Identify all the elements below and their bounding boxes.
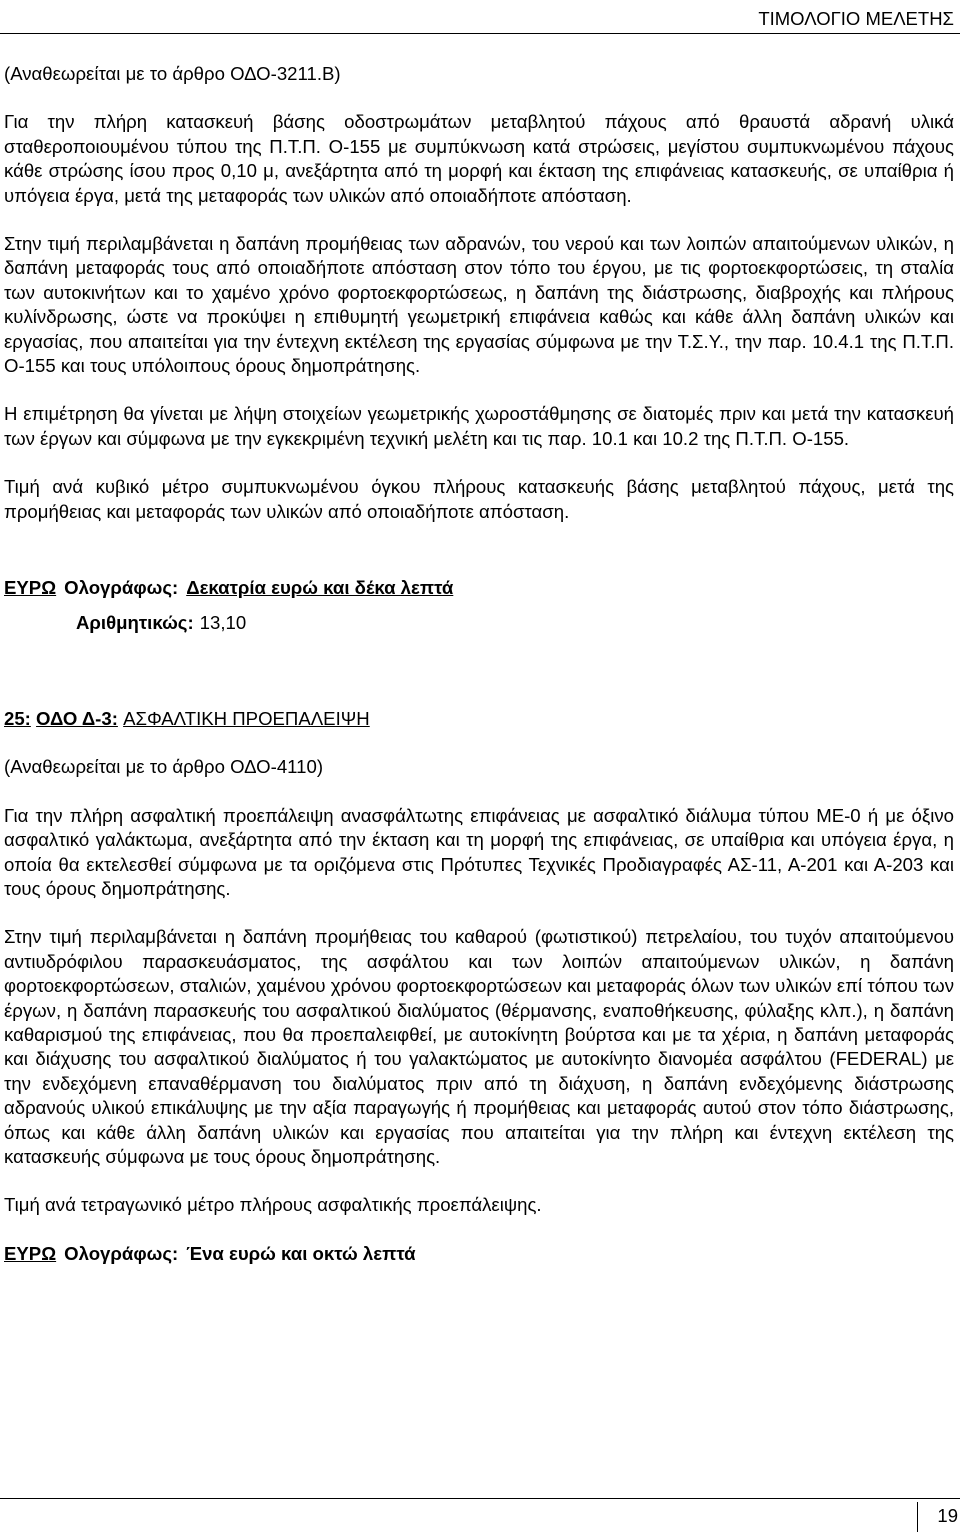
article-25-title xyxy=(4,707,954,731)
page-number: 19 xyxy=(917,1502,958,1532)
words-label: Ολογράφως: xyxy=(64,1242,179,1264)
article-24-reference: (Αναθεωρείται με το άρθρο ΟΔΟ-3211.Β) xyxy=(4,63,341,84)
article-25-unit-price-text: Τιμή ανά τετραγωνικό μέτρο πλήρους ασφαλτικής προεπάλειψης. xyxy=(4,1194,542,1216)
article-24-price-numeric xyxy=(4,611,954,635)
price-in-words: Ένα ευρώ και οκτώ λεπτά xyxy=(186,1242,416,1264)
article-24-inclusions: Στην τιμή περιλαμβάνεται η δαπάνη προμήθειας των αδρανών, του νερού και των λοιπών απαιτούμενων υλικών, η δαπάνη μεταφοράς τους από οποιαδήποτε απόσταση στον τόπο του έργου, με τις φορτοεκφορτώσεις, τη σταλία των αυτοκινήτων και το χαμένο χρόνο φορτοεκφορτώσεως, η δαπάνη της διάστρωσης, διαβροχής και πλήρους κυλίνδρωσης, ώστε να προκύψει η επιθυμητή γεωμετρική επιφάνεια καθώς και κάθε άλλη δαπάνη υλικών και εργασίας, που απαιτείται για την έντεχνη εκτέλεση της εργασίας σύμφωνα με την Τ.Σ.Υ., την παρ. 10.4.1 της Π.Τ.Π. Ο-155 και τους υπόλοιπους όρους δημοπράτησης. xyxy=(4,233,954,377)
article-24-measurement: Η επιμέτρηση θα γίνεται με λήψη στοιχείων γεωμετρικής χωροστάθμησης σε διατομές πριν και μετά την κατασκευή των έργων και σύμφωνα με την εγκεκριμένη τεχνική μελέτη και τις παρ. 10.1 και 10.2 της Π.Τ.Π. Ο-155. xyxy=(4,403,954,449)
article-number: 25: xyxy=(4,707,31,729)
article-25-inclusions: Στην τιμή περιλαμβάνεται η δαπάνη προμήθειας του καθαρού (φωτιστικού) πετρελαίου, του τυχόν απαιτούμενου αντιυδρόφιλου παρασκευάσματος, της ασφάλτου και των λοιπών απαιτούμενων υλικών, η δαπάνη φορτοεκφορτώσεων, σταλιών, χαμένου χρόνου φορτοεκφορτώσεων και μεταφοράς όλων των υλικών επί τόπου των έργων, η δαπάνη παρασκευής του ασφαλτικού διαλύματος (θέρμανσης, εναποθήκευσης, φύλαξης κλπ.), η δαπάνη καθαρισμού της επιφάνειας, που θα προεπαλειφθεί, με αυτοκίνητη βούρτσα και με τα χέρια, η δαπάνη μεταφοράς και διάχυσης του ασφαλτικού διαλύματος ή του γαλακτώματος με αυτοκίνητο διανομέα ασφάλτου (FEDERAL) με την ενδεχόμενη επαναθέρμανση του διαλύματος πριν από τη διάχυση, η δαπάνη ενδεχόμενης διάστρωσης αδρανούς υλικού επικάλυψης με την αξία παραγωγής ή προμήθειας και μεταφοράς αυτού στον τόπο διάστρωσης, όπως και κάθε άλλη δαπάνη υλικών και εργασίας που απαιτείται για την πλήρη και έντεχνη εκτέλεση της κατασκευής σύμφωνα με τους όρους δημοπράτησης. xyxy=(4,926,954,1167)
price-numeric: 13,10 xyxy=(199,611,247,633)
article-25-price-words xyxy=(4,1242,954,1266)
currency-label: ΕΥΡΩ xyxy=(4,1242,57,1264)
price-in-words: Δεκατρία ευρώ και δέκα λεπτά xyxy=(186,577,454,599)
currency-label: ΕΥΡΩ xyxy=(4,577,57,599)
article-24-description: Για την πλήρη κατασκευή βάσης οδοστρωμάτων μεταβλητού πάχους από θραυστά αδρανή υλικά σταθεροποιουμένου τύπου της Π.Τ.Π. Ο-155 με συμπύκνωση κατά στρώσεις, μεγίστου συμπυκνωμένου πάχους κάθε στρώσης ίσου προς 0,10 μ, ανεξάρτητα από τη μορφή και έκταση της επιφάνειας κατασκευής, σε υπαίθρια ή υπόγεια έργα, μετά της μεταφοράς των υλικών από οποιαδήποτε απόσταση. xyxy=(4,111,954,206)
article-code: ΟΔΟ Δ-3: xyxy=(36,707,118,729)
numeric-label: Αριθμητικώς: xyxy=(76,611,194,633)
article-25-description: Για την πλήρη ασφαλτική προεπάλειψη ανασφάλτωτης επιφάνειας με ασφαλτικό διάλυμα τύπου ΜΕ-0 ή με όξινο ασφαλτικό γαλάκτωμα, ανεξάρτητα από την έκταση και τη μορφή της επιφάνειας, σε υπαίθρια και υπόγεια έργα, η οποία θα εκτελεσθεί σύμφωνα με τα οριζόμενα στις Πρότυπες Τεχνικές Προδιαγραφές ΑΣ-11, Α-201 και Α-203 και τους όρους δημοπράτησης. xyxy=(4,804,954,899)
article-24-unit-price-text: Τιμή ανά κυβικό μέτρο συμπυκνωμένου όγκου πλήρους κατασκευής βάσης μεταβλητού πάχους, μετά της προμήθειας και μεταφοράς των υλικών από οποιαδήποτε απόσταση. xyxy=(4,476,954,522)
words-label: Ολογράφως: xyxy=(64,577,179,599)
document-content xyxy=(4,62,954,1266)
header-rule xyxy=(0,33,960,34)
article-25-reference: (Αναθεωρείται με το άρθρο ΟΔΟ-4110) xyxy=(4,756,324,778)
article-name: ΑΣΦΑΛΤΙΚΗ ΠΡΟΕΠΑΛΕΙΨΗ xyxy=(123,707,370,729)
article-24-price-words xyxy=(4,576,954,600)
header-title: ΤΙΜΟΛΟΓΙΟ ΜΕΛΕΤΗΣ xyxy=(758,8,954,29)
footer-rule xyxy=(0,1498,960,1499)
